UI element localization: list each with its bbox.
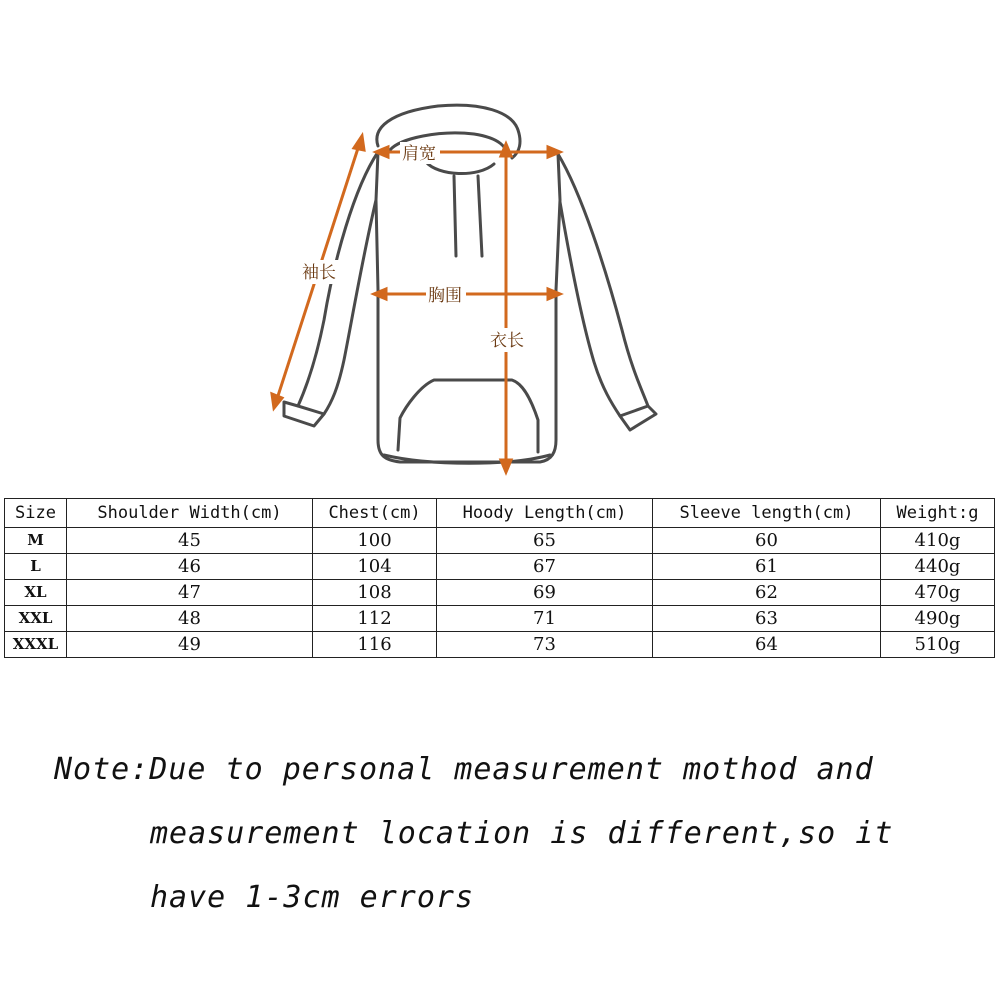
cell-length: 67: [437, 554, 653, 580]
cell-chest: 108: [313, 580, 437, 606]
drawstring-left: [454, 176, 456, 256]
table-header-row: [5, 499, 995, 528]
cell-sleeve: 63: [653, 606, 881, 632]
cell-weight: 510g: [881, 632, 995, 658]
cell-size: L: [5, 554, 67, 580]
body-outline: [376, 152, 560, 462]
cell-length: 71: [437, 606, 653, 632]
cell-shoulder: 47: [67, 580, 313, 606]
size-chart-table: [4, 498, 995, 658]
cell-length: 65: [437, 528, 653, 554]
note-line-1: Note:Due to personal measurement mothod and: [54, 752, 874, 787]
cell-length: 69: [437, 580, 653, 606]
table-row: [5, 528, 995, 554]
left-cuff: [284, 402, 324, 426]
cell-length: 73: [437, 632, 653, 658]
header-size: Size: [5, 499, 67, 528]
sleeve-arrowhead-bottom: [272, 394, 282, 408]
table-row: [5, 632, 995, 658]
header-hoody-length: Hoody Length(cm): [437, 499, 653, 528]
chest-arrowhead-right: [548, 289, 560, 299]
table-row: [5, 606, 995, 632]
cell-size: XL: [5, 580, 67, 606]
hoodie-size-diagram: [250, 90, 690, 490]
note-line-2: measurement location is different,so it: [150, 816, 894, 851]
drawstring-right: [478, 176, 482, 256]
cell-sleeve: 64: [653, 632, 881, 658]
sleeve-label: 袖长: [302, 263, 336, 283]
pocket: [398, 380, 538, 452]
header-sleeve-length: Sleeve length(cm): [653, 499, 881, 528]
cell-shoulder: 49: [67, 632, 313, 658]
cell-chest: 100: [313, 528, 437, 554]
note-line-3: have 1-3cm errors: [150, 880, 475, 915]
table-row: [5, 554, 995, 580]
chest-label: 胸围: [428, 286, 462, 306]
length-label: 衣长: [490, 331, 524, 351]
cell-weight: 470g: [881, 580, 995, 606]
cell-weight: 440g: [881, 554, 995, 580]
cell-weight: 410g: [881, 528, 995, 554]
cell-chest: 112: [313, 606, 437, 632]
header-shoulder-width: Shoulder Width(cm): [67, 499, 313, 528]
cell-weight: 490g: [881, 606, 995, 632]
cell-shoulder: 48: [67, 606, 313, 632]
length-arrowhead-bottom: [501, 460, 511, 472]
cell-sleeve: 62: [653, 580, 881, 606]
cell-sleeve: 60: [653, 528, 881, 554]
right-cuff: [620, 406, 656, 430]
header-weight: Weight:g: [881, 499, 995, 528]
chest-arrowhead-left: [374, 289, 386, 299]
cell-shoulder: 46: [67, 554, 313, 580]
right-sleeve: [558, 154, 648, 416]
cell-shoulder: 45: [67, 528, 313, 554]
table-row: [5, 580, 995, 606]
cell-size: M: [5, 528, 67, 554]
sleeve-arrowhead-top: [354, 136, 364, 150]
header-chest: Chest(cm): [313, 499, 437, 528]
cell-chest: 104: [313, 554, 437, 580]
shoulder-label: 肩宽: [402, 144, 436, 164]
cell-chest: 116: [313, 632, 437, 658]
cell-size: XXL: [5, 606, 67, 632]
cell-size: XXXL: [5, 632, 67, 658]
cell-sleeve: 61: [653, 554, 881, 580]
